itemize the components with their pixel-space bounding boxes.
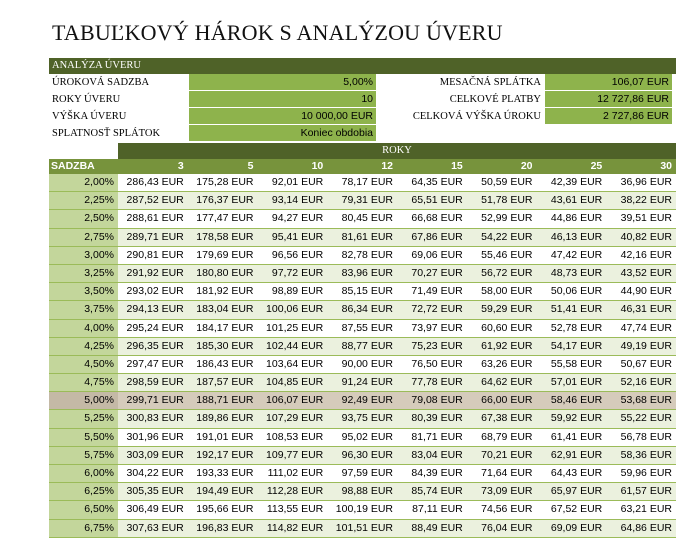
payment-cell[interactable]: 92,01 EUR <box>271 176 324 188</box>
payment-timing-select[interactable]: Koniec obdobia <box>189 125 376 142</box>
rate-cell[interactable]: 2,50% <box>49 210 118 227</box>
payment-cell[interactable]: 74,56 EUR <box>481 503 533 516</box>
payment-cell[interactable]: 49,19 EUR <box>620 339 672 352</box>
payment-cell[interactable]: 87,55 EUR <box>341 321 393 334</box>
payment-cell[interactable]: 102,44 EUR <box>266 339 324 352</box>
payment-cell[interactable]: 96,30 EUR <box>341 448 393 461</box>
payment-cell[interactable]: 94,27 EUR <box>271 212 324 225</box>
payment-cell[interactable]: 304,22 EUR <box>126 467 184 479</box>
payment-cell[interactable]: 47,42 EUR <box>550 248 603 261</box>
payment-cell[interactable]: 47,74 EUR <box>620 321 672 334</box>
payment-timing-label: SPLATNOSŤ SPLÁTOK <box>52 128 161 139</box>
payment-cell[interactable]: 97,72 EUR <box>271 266 324 279</box>
payment-cell[interactable]: 76,50 EUR <box>411 357 463 370</box>
table-row <box>49 392 676 410</box>
payment-cell[interactable]: 68,79 EUR <box>481 430 533 443</box>
table-body <box>49 174 676 538</box>
payment-cell[interactable]: 67,38 EUR <box>481 412 533 425</box>
payment-cell[interactable]: 85,74 EUR <box>411 485 463 498</box>
payment-cell[interactable]: 109,77 EUR <box>266 448 324 461</box>
payment-cell[interactable]: 61,57 EUR <box>620 485 672 498</box>
rate-cell[interactable]: 6,25% <box>49 483 118 500</box>
payment-cell[interactable]: 52,78 EUR <box>550 321 603 334</box>
payment-cell[interactable]: 40,82 EUR <box>620 230 672 243</box>
total-payments-value[interactable]: 12 727,86 EUR <box>545 91 672 108</box>
table-row <box>49 447 676 465</box>
payment-cell[interactable]: 63,21 EUR <box>620 503 672 516</box>
table-row <box>49 320 676 338</box>
payment-cell[interactable]: 297,47 EUR <box>126 357 184 370</box>
payment-cell[interactable]: 87,11 EUR <box>412 503 463 516</box>
payment-cell[interactable]: 57,01 EUR <box>550 376 603 389</box>
payment-cell[interactable]: 95,02 EUR <box>341 430 393 443</box>
payment-cell[interactable]: 294,13 EUR <box>126 303 184 316</box>
payment-cell[interactable]: 42,39 EUR <box>550 176 603 188</box>
rate-cell[interactable]: 5,75% <box>49 447 118 464</box>
loan-years-input[interactable]: 10 <box>189 91 376 108</box>
rate-cell[interactable]: 4,25% <box>49 338 118 355</box>
payment-cell[interactable]: 54,22 EUR <box>481 230 533 243</box>
payment-cell[interactable]: 69,09 EUR <box>550 521 603 534</box>
payment-cell[interactable]: 51,78 EUR <box>481 194 533 207</box>
payment-cell[interactable]: 97,59 EUR <box>341 467 393 479</box>
table-header-row <box>49 159 676 174</box>
analysis-row <box>49 108 676 125</box>
payment-cell[interactable]: 80,39 EUR <box>411 412 463 425</box>
payment-cell[interactable]: 50,67 EUR <box>620 357 672 370</box>
payment-cell[interactable]: 93,14 EUR <box>271 194 324 207</box>
payment-cell[interactable]: 175,28 EUR <box>196 176 254 188</box>
payment-cell[interactable]: 39,51 EUR <box>620 212 672 225</box>
loan-years-label: ROKY ÚVERU <box>52 94 121 105</box>
payment-cell[interactable]: 108,53 EUR <box>266 430 324 443</box>
analysis-row <box>49 91 676 108</box>
payment-cell[interactable]: 70,27 EUR <box>411 266 463 279</box>
rate-cell[interactable]: 5,00% <box>49 392 118 409</box>
payment-cell[interactable]: 51,41 EUR <box>550 303 603 316</box>
payment-cell[interactable]: 85,15 EUR <box>341 285 393 298</box>
rate-cell[interactable]: 5,25% <box>49 410 118 427</box>
rate-cell[interactable]: 2,25% <box>49 192 118 209</box>
table-row <box>49 483 676 501</box>
interest-rate-label: ÚROKOVÁ SADZBA <box>52 77 150 88</box>
rate-cell[interactable]: 4,75% <box>49 374 118 391</box>
rate-cell[interactable]: 3,50% <box>49 283 118 300</box>
payment-cell[interactable]: 101,51 EUR <box>335 521 393 534</box>
payment-cell[interactable]: 58,00 EUR <box>481 285 533 298</box>
payment-cell[interactable]: 66,00 EUR <box>481 394 533 407</box>
rate-cell[interactable]: 3,75% <box>49 301 118 318</box>
table-row <box>49 301 676 319</box>
payment-cell[interactable]: 56,78 EUR <box>620 430 672 443</box>
payment-cell[interactable]: 91,24 EUR <box>341 376 393 389</box>
payment-cell[interactable]: 53,68 EUR <box>620 394 672 407</box>
payment-cell[interactable]: 289,71 EUR <box>126 230 184 243</box>
payment-cell[interactable]: 177,47 EUR <box>196 212 254 225</box>
loan-analysis-header: ANALÝZA ÚVERU <box>49 58 676 74</box>
analysis-row <box>49 125 676 142</box>
payment-cell[interactable]: 293,02 EUR <box>126 285 184 298</box>
interest-rate-input[interactable]: 5,00% <box>189 74 376 91</box>
payment-cell[interactable]: 188,71 EUR <box>196 394 254 407</box>
payment-cell[interactable]: 104,85 EUR <box>266 376 324 389</box>
rate-cell[interactable]: 2,75% <box>49 229 118 246</box>
payment-cell[interactable]: 86,34 EUR <box>341 303 393 316</box>
payment-cell[interactable]: 286,43 EUR <box>126 176 184 188</box>
payment-cell[interactable]: 62,91 EUR <box>550 448 603 461</box>
loan-analysis-section <box>49 58 676 142</box>
table-row <box>49 174 676 192</box>
payment-cell[interactable]: 185,30 EUR <box>196 339 254 352</box>
band-spacer <box>49 143 118 159</box>
payment-cell[interactable]: 98,89 EUR <box>271 285 324 298</box>
payment-cell[interactable]: 113,55 EUR <box>266 503 324 516</box>
payment-cell[interactable]: 59,96 EUR <box>620 467 672 479</box>
payment-cell[interactable]: 38,22 EUR <box>620 194 672 207</box>
payment-cell[interactable]: 189,86 EUR <box>196 412 254 425</box>
payment-cell[interactable]: 66,68 EUR <box>411 212 463 225</box>
payment-cell[interactable]: 295,24 EUR <box>126 321 184 334</box>
payment-cell[interactable]: 46,13 EUR <box>550 230 603 243</box>
total-interest-label: CELKOVÁ VÝŠKA ÚROKU <box>412 111 541 122</box>
payment-cell[interactable]: 52,99 EUR <box>481 212 533 225</box>
payment-cell[interactable]: 306,49 EUR <box>126 503 184 516</box>
payment-cell[interactable]: 75,23 EUR <box>411 339 463 352</box>
payment-cell[interactable]: 65,51 EUR <box>411 194 463 207</box>
page-title: TABUĽKOVÝ HÁROK S ANALÝZOU ÚVERU <box>52 20 503 45</box>
payment-cell[interactable]: 43,52 EUR <box>620 266 672 279</box>
payment-cell[interactable]: 61,92 EUR <box>481 339 533 352</box>
payment-cell[interactable]: 101,25 EUR <box>266 321 324 334</box>
payment-cell[interactable]: 84,39 EUR <box>411 467 463 479</box>
payment-cell[interactable]: 71,49 EUR <box>411 285 463 298</box>
payment-cell[interactable]: 186,43 EUR <box>196 357 254 370</box>
years-band-label: ROKY <box>118 143 676 159</box>
table-row <box>49 465 676 483</box>
payment-cell[interactable]: 56,72 EUR <box>481 266 533 279</box>
years-column-header[interactable]: 25 <box>590 160 603 172</box>
payment-cell[interactable]: 55,46 EUR <box>481 248 533 261</box>
payment-cell[interactable]: 181,92 EUR <box>196 285 254 298</box>
table-row <box>49 283 676 301</box>
payment-cell[interactable]: 96,56 EUR <box>271 248 324 261</box>
payment-cell[interactable]: 79,08 EUR <box>411 394 463 407</box>
payment-cell[interactable]: 64,35 EUR <box>411 176 463 188</box>
payment-cell[interactable]: 81,61 EUR <box>341 230 393 243</box>
table-row <box>49 429 676 447</box>
payment-cell[interactable]: 92,49 EUR <box>341 394 393 407</box>
payment-cell[interactable]: 50,06 EUR <box>550 285 603 298</box>
payment-cell[interactable]: 55,58 EUR <box>550 357 603 370</box>
payment-cell[interactable]: 88,49 EUR <box>411 521 463 534</box>
years-column-header[interactable]: 10 <box>311 160 324 172</box>
payment-cell[interactable]: 48,73 EUR <box>550 266 603 279</box>
payment-cell[interactable]: 291,92 EUR <box>126 266 184 279</box>
rate-years-table <box>49 143 676 538</box>
payment-cell[interactable]: 88,77 EUR <box>341 339 393 352</box>
payment-cell[interactable]: 303,09 EUR <box>126 448 184 461</box>
payment-cell[interactable]: 55,22 EUR <box>620 412 672 425</box>
payment-cell[interactable]: 192,17 EUR <box>196 448 254 461</box>
payment-cell[interactable]: 196,83 EUR <box>196 521 254 534</box>
payment-cell[interactable]: 36,96 EUR <box>620 176 672 188</box>
payment-cell[interactable]: 176,37 EUR <box>196 194 254 207</box>
payment-cell[interactable]: 178,58 EUR <box>196 230 254 243</box>
payment-cell[interactable]: 65,97 EUR <box>550 485 603 498</box>
payment-cell[interactable]: 77,78 EUR <box>411 376 463 389</box>
payment-cell[interactable]: 83,04 EUR <box>411 448 463 461</box>
payment-cell[interactable]: 179,69 EUR <box>196 248 254 261</box>
payment-cell[interactable]: 305,35 EUR <box>126 485 184 498</box>
payment-cell[interactable]: 100,06 EUR <box>266 303 324 316</box>
payment-cell[interactable]: 54,17 EUR <box>550 339 603 352</box>
payment-cell[interactable]: 301,96 EUR <box>126 430 184 443</box>
payment-cell[interactable]: 50,59 EUR <box>481 176 533 188</box>
payment-cell[interactable]: 98,88 EUR <box>341 485 393 498</box>
table-row <box>49 192 676 210</box>
table-row <box>49 338 676 356</box>
payment-cell[interactable]: 93,75 EUR <box>341 412 393 425</box>
years-column-header[interactable]: 5 <box>247 160 254 172</box>
payment-cell[interactable]: 300,83 EUR <box>126 412 184 425</box>
payment-cell[interactable]: 83,96 EUR <box>341 266 393 279</box>
loan-amount-label: VÝŠKA ÚVERU <box>52 111 127 122</box>
payment-cell[interactable]: 63,26 EUR <box>481 357 533 370</box>
payment-cell[interactable]: 46,31 EUR <box>620 303 672 316</box>
payment-cell[interactable]: 111,02 EUR <box>267 467 324 479</box>
rate-cell[interactable]: 6,00% <box>49 465 118 482</box>
rate-cell[interactable]: 4,50% <box>49 356 118 373</box>
payment-cell[interactable]: 43,61 EUR <box>550 194 603 207</box>
payment-cell[interactable]: 80,45 EUR <box>341 212 393 225</box>
payment-cell[interactable]: 73,97 EUR <box>411 321 463 334</box>
payment-cell[interactable]: 106,07 EUR <box>266 394 324 407</box>
payment-cell[interactable]: 58,36 EUR <box>620 448 672 461</box>
years-column-header[interactable]: 20 <box>520 160 533 172</box>
payment-cell[interactable]: 71,64 EUR <box>481 467 533 479</box>
monthly-payment-value[interactable]: 106,07 EUR <box>545 74 672 91</box>
total-interest-value[interactable]: 2 727,86 EUR <box>545 108 672 125</box>
table-row <box>49 210 676 228</box>
rate-cell[interactable]: 6,50% <box>49 501 118 518</box>
payment-cell[interactable]: 81,71 EUR <box>411 430 463 443</box>
payment-cell[interactable]: 90,00 EUR <box>341 357 393 370</box>
payment-cell[interactable]: 191,01 EUR <box>196 430 254 443</box>
table-row <box>49 247 676 265</box>
payment-cell[interactable]: 64,86 EUR <box>620 521 672 534</box>
payment-cell[interactable]: 194,49 EUR <box>196 485 254 498</box>
payment-cell[interactable]: 184,17 EUR <box>196 321 254 334</box>
payment-cell[interactable]: 79,31 EUR <box>341 194 393 207</box>
payment-cell[interactable]: 44,90 EUR <box>620 285 672 298</box>
table-row <box>49 265 676 283</box>
payment-cell[interactable]: 195,66 EUR <box>196 503 254 516</box>
payment-cell[interactable]: 193,33 EUR <box>196 467 254 479</box>
table-row <box>49 356 676 374</box>
payment-cell[interactable]: 58,46 EUR <box>550 394 603 407</box>
payment-cell[interactable]: 67,52 EUR <box>550 503 603 516</box>
payment-cell[interactable]: 307,63 EUR <box>126 521 184 534</box>
rate-cell[interactable]: 2,00% <box>49 174 118 191</box>
payment-cell[interactable]: 107,29 EUR <box>266 412 324 425</box>
payment-cell[interactable]: 72,72 EUR <box>411 303 463 316</box>
payment-cell[interactable]: 95,41 EUR <box>271 230 324 243</box>
payment-cell[interactable]: 180,80 EUR <box>196 266 254 279</box>
table-row <box>49 229 676 247</box>
payment-cell[interactable]: 114,82 EUR <box>266 521 324 534</box>
years-column-header[interactable]: 15 <box>451 160 463 172</box>
payment-cell[interactable]: 103,64 EUR <box>266 357 324 370</box>
payment-cell[interactable]: 100,19 EUR <box>335 503 393 516</box>
payment-cell[interactable]: 64,62 EUR <box>481 376 533 389</box>
payment-cell[interactable]: 187,57 EUR <box>196 376 254 389</box>
payment-cell[interactable]: 82,78 EUR <box>341 248 393 261</box>
payment-cell[interactable]: 59,29 EUR <box>481 303 533 316</box>
rate-column-header[interactable]: SADZBA <box>51 160 95 172</box>
payment-cell[interactable]: 64,43 EUR <box>550 467 603 479</box>
monthly-payment-label: MESAČNÁ SPLÁTKA <box>439 77 541 88</box>
rate-cell[interactable]: 3,25% <box>49 265 118 282</box>
payment-cell[interactable]: 61,41 EUR <box>550 430 603 443</box>
payment-cell[interactable]: 298,59 EUR <box>126 376 184 389</box>
rate-cell[interactable]: 5,50% <box>49 429 118 446</box>
payment-cell[interactable]: 60,60 EUR <box>481 321 533 334</box>
years-column-header[interactable]: 3 <box>177 160 184 172</box>
payment-cell[interactable]: 299,71 EUR <box>126 394 184 407</box>
payment-cell[interactable]: 42,16 EUR <box>620 248 672 261</box>
payment-cell[interactable]: 112,28 EUR <box>266 485 324 498</box>
payment-cell[interactable]: 44,86 EUR <box>550 212 603 225</box>
payment-cell[interactable]: 76,04 EUR <box>481 521 533 534</box>
years-column-header[interactable]: 12 <box>381 160 393 172</box>
total-payments-label: CELKOVÉ PLATBY <box>449 94 541 105</box>
payment-cell[interactable]: 288,61 EUR <box>126 212 184 225</box>
payment-cell[interactable]: 52,16 EUR <box>620 376 672 389</box>
payment-cell[interactable]: 290,81 EUR <box>126 248 184 261</box>
payment-cell[interactable]: 296,35 EUR <box>126 339 184 352</box>
payment-cell[interactable]: 183,04 EUR <box>196 303 254 316</box>
payment-cell[interactable]: 69,06 EUR <box>411 248 463 261</box>
years-band-row <box>49 143 676 159</box>
payment-cell[interactable]: 287,52 EUR <box>126 194 184 207</box>
rate-cell[interactable]: 6,75% <box>49 520 118 537</box>
table-row <box>49 374 676 392</box>
years-column-header[interactable]: 30 <box>660 160 672 172</box>
table-row <box>49 520 676 538</box>
payment-cell[interactable]: 67,86 EUR <box>411 230 463 243</box>
rate-cell[interactable]: 3,00% <box>49 247 118 264</box>
payment-cell[interactable]: 78,17 EUR <box>341 176 393 188</box>
payment-cell[interactable]: 73,09 EUR <box>481 485 533 498</box>
rate-cell[interactable]: 4,00% <box>49 320 118 337</box>
table-row <box>49 501 676 519</box>
table-row <box>49 410 676 428</box>
loan-amount-input[interactable]: 10 000,00 EUR <box>189 108 376 125</box>
payment-cell[interactable]: 70,21 EUR <box>481 448 533 461</box>
payment-cell[interactable]: 59,92 EUR <box>550 412 603 425</box>
analysis-row <box>49 74 676 91</box>
